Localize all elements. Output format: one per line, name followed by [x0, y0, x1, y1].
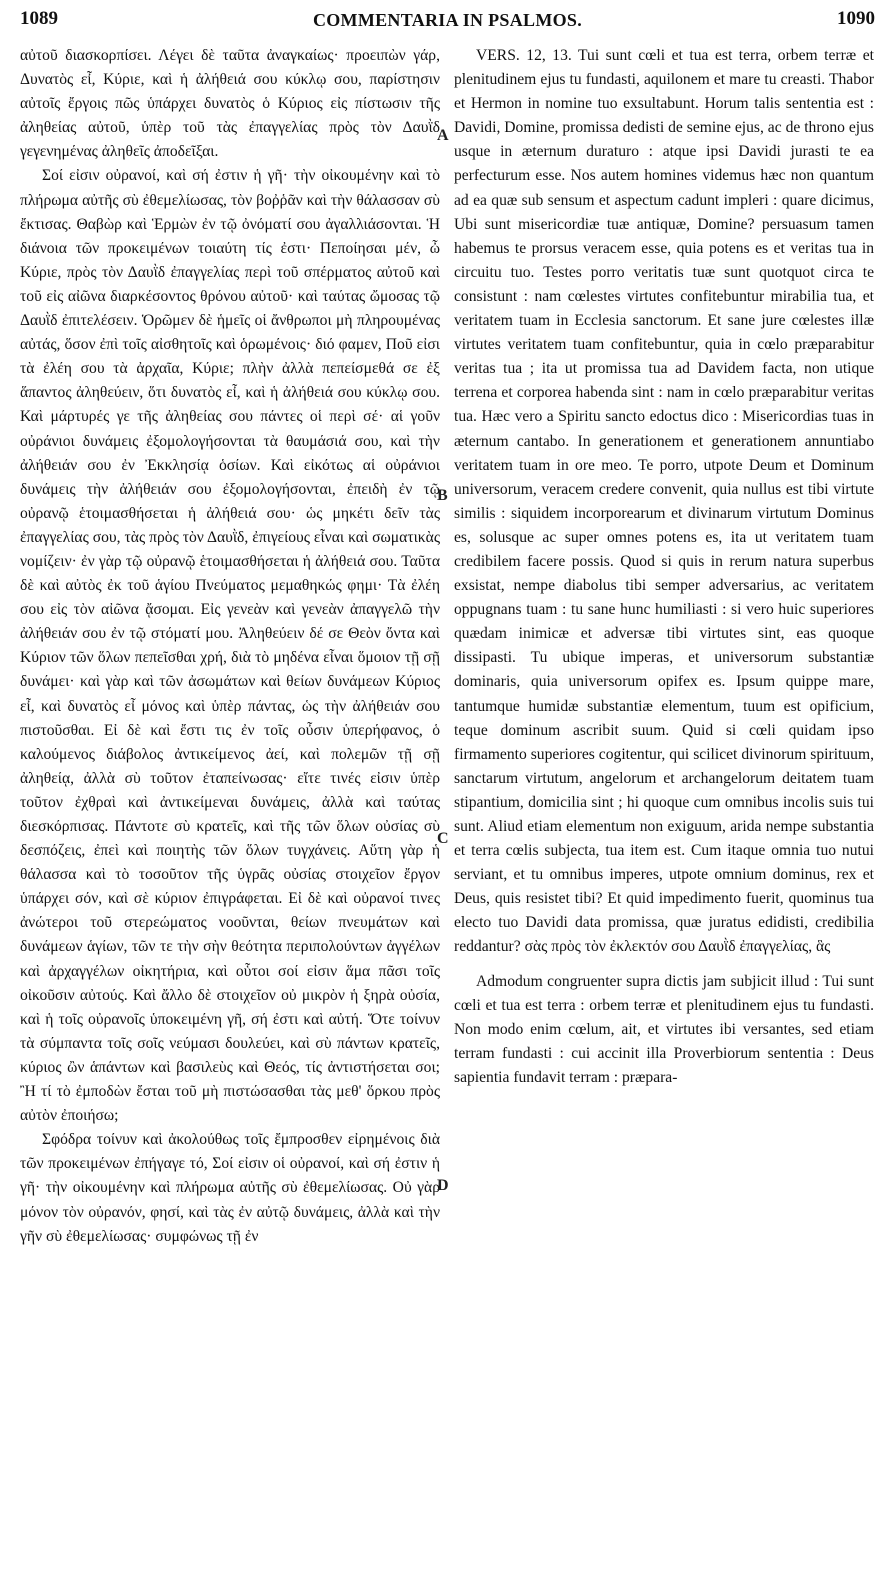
greek-paragraph: Σφόδρα τοίνυν καὶ ἀκολούθως τοῖς ἔμπροσθεν εἰρημένοις διὰ τῶν προκειμένων ἐπήγαγε τό, Σοί εἰσιν οἱ οὐρανοί, καὶ σή ἐστιν ἡ γῆ· τὴν οἰκουμένην καὶ πλήρωμα αὐτῆς σὺ ἐθεμελίωσας. Οὐ γὰρ μόνον τὸν οὐρανόν, φησί, καὶ τὰς ἐν αὐτῷ δυνάμεις, ἀλλὰ καὶ τὴν γῆν σὺ ἐθεμελίωσας· συμφώνως τῇ ἐν: [20, 1131, 440, 1245]
greek-paragraph: αὐτοῦ διασκορπίσει. Λέγει δὲ ταῦτα ἀναγκαίως· προειπὼν γάρ, Δυνατὸς εἶ, Κύριε, καὶ ἡ ἀλήθειά σου κύκλῳ σου, παρίστησιν αὐτοῖς ἔργοις πῶς ὑπάρχει δυνατὸς ὁ Κύριος εἰς πίστωσιν τῆς ἀληθείας αὐτοῦ, ὑπὲρ τοῦ τὰς ἐπαγγελίας πρὸς τὸν Δαυῒδ γεγενημένας ἀληθεῖς ἀποδεῖξαι.: [20, 47, 440, 161]
section-marker-d: D: [437, 1177, 449, 1194]
running-title: COMMENTARIA IN PSALMOS.: [312, 10, 583, 30]
section-marker-a: A: [437, 127, 449, 144]
page-number-left: 1089: [20, 8, 58, 29]
latin-paragraph: VERS. 12, 13. Tui sunt cœli et tua est terra, orbem terræ et plenitudinem ejus tu fundasti, aquilonem et mare tu creasti. Thabor et Hermon in nomine tuo exsultabunt. Horum talis sententia est : Davidi, Domine, promissa dedisti de semine ejus, ac de throno ejus usque in æternum duraturo : atque ipsi Davidi jurasti te ea perfecturum esse. Nos autem homines videmus hæc non quantum ad ea quæ sub sensum et aspectum cadunt impleri : quare dicimus, Ubi sunt misericordiæ tuæ antiquæ, Domine? persuasum tamen habemus te prorsus veracem esse, quia potens es et veritas tua in circuitu tuo. Testes porro veritatis tuæ sunt quotquot circa te consistunt : nam cœlestes virtutes confitebuntur mirabilia tua, et veritatem tuam in Ecclesia sanctorum. Et sane jure cœlestes illæ virtutes veritatem tuam confitebuntur, quia in cœlo præparabitur veritas tua ; ita ut promissa tua ad Davidem facta, non utique terrena et corporea habenda sint : nam in cœlo præparabitur veritas tua. Hæc vero a Spiritu sancto edoctus dico : Misericordias tuas in æternum cantabo. In generationem et generationem annuntiabo veritatem tuam in ore meo. Te porro, utpote Deum et Dominum universorum, veracem credere convenit, quia nullus est tibi virtute similis : siquidem incorporearum et divinarum virtutum Dominus es, solusque ac super omnes potens es, ita ut veritatem tuam credibilem facere possis. Quod si quis in rerum natura superbus exsistat, nempe diabolus tibi semper adversarius, ac veritatem oppugnans tuam : tu sane hunc humiliasti : si vero huic superiores quædam inimicæ et adversæ tibi virtutes sint, eas quoque dissipasti. Tu ubique imperas, et universorum substantiæ dominaris, quia universorum opifex es. Ipsum quippe mare, tantumque humidæ substantiæ elementum, tuum est opificium, teque dominum ascribit suum. Quid si cœli quidam ipso firmamento superiores cogitentur, qui scilicet divinorum spirituum, sanctarum virtutum, angelorum et archangelorum deitatem tuam stipantium, domicilia sint ; hi quoque cum omnibus incolis suis tui sunt. Aliud etiam elementum non exiguum, arida nempe substantia et terra cœlis subjecta, tua item est. Cum itaque omnia tuo nutui serviant, et tu omnibus imperes, utpote omnium dominus, rex et Deus, quis resistet tibi? Et quid impedimento fuerit, quominus tua electo tuo Davidi data promissa, quæ juratus edidisti, credibilia reddantur? σὰς πρὸς τὸν ἐκλεκτόν σου Δαυῒδ ἐπαγγελίας, ἃς: [454, 47, 874, 956]
section-marker-b: B: [437, 487, 448, 504]
running-header: [20, 8, 875, 36]
greek-column: [20, 44, 440, 1249]
page-number-right: 1090: [837, 8, 875, 29]
latin-column: [454, 44, 874, 1090]
latin-paragraph: Admodum congruenter supra dictis jam subjicit illud : Tui sunt cœli et tua est terra : orbem terræ et plenitudinem ejus tu fundasti. Non modo enim cœlum, ait, et virtutes ibi versantes, sed etiam terram fundasti : cui accinit illa Proverbiorum sententia : Deus sapientia fundavit terram : præpara-: [454, 972, 874, 1086]
greek-paragraph: Σοί εἰσιν οὐρανοί, καὶ σή ἐστιν ἡ γῆ· τὴν οἰκουμένην καὶ τὸ πλήρωμα αὐτῆς σὺ ἐθεμελίωσας, τὸν βοῤῥᾶν καὶ τὴν θάλασσαν σὺ ἔκτισας. Θαβὼρ καὶ Ἑρμὼν ἐν τῷ ὀνόματί σου ἀγαλλιάσονται. Ἡ διάνοια τῶν προκειμένων τοιαύτη τίς ἐστι· Πεποίησαι μέν, ὦ Κύριε, πρὸς τὸν Δαυῒδ ἐπαγγελίας περὶ τοῦ σπέρματος αὐτοῦ καὶ τοῦ εἰς αἰῶνα διαρκέσοντος θρόνου αὐτοῦ· καὶ ταύτας ὤμοσας τῷ Δαυῒδ ἐπιτελέσειν. Ὁρῶμεν δὲ ἡμεῖς οἱ ἄνθρωποι μὴ πληρουμένας αὐτάς, ὅσον ἐπὶ τοῖς αἰσθητοῖς καὶ ὁρωμένοις· διό φαμεν, Ποῦ εἰσι τὰ ἐλέη σου τὰ ἀρχαῖα, Κύριε; πλὴν ἀλλὰ πεπείσμεθά σε ἐξ ἅπαντος ἀληθεύειν, ὅτι δυνατὸς εἶ, καὶ ἡ ἀλήθειά σου κύκλῳ σου. Καὶ μάρτυρές γε τῆς ἀληθείας σου πάντες οἱ περὶ σέ· αἱ γοῦν οὐράνιοι δυνάμεις ἐξομολογήσονται τὰ θαυμάσιά σου, καὶ τὴν ἀλήθειάν σου ἐν Ἐκκλησίᾳ ὁσίων. Καὶ εἰκότως αἱ οὐράνιοι δυνάμεις τὴν ἀλήθειάν σου ἐξομολογήσονται, ἐπειδὴ ἐν τῷ οὐρανῷ ἑτοιμασθήσεται ἡ ἀλήθειά σου· ὡς μηκέτι δεῖν τὰς ἐπαγγελίας σου, τὰς πρὸς τὸν Δαυῒδ, ἐπιγείους εἶναι καὶ σωματικὰς νομίζειν· ἐν γὰρ τῷ οὐρανῷ ἑτοιμασθήσεται ἡ ἀλήθειά σου. Ταῦτα δὲ καὶ αὐτὸς ἐκ τοῦ ἁγίου Πνεύματος μεμαθηκώς φημι· Τὰ ἐλέη σου εἰς τὸν αἰῶνα ᾄσομαι. Εἰς γενεὰν καὶ γενεὰν ἀπαγγελῶ τὴν ἀλήθειάν σου ἐν τῷ στόματί μου. Ἀληθεύειν δέ σε Θεὸν ὄντα καὶ Κύριον τῶν ὅλων πεπεῖσθαι χρή, διὰ τὸ μηδένα εἶναι ὅμοιον τῇ σῇ δυνάμει· καὶ γὰρ καὶ τῶν ἀσωμάτων καὶ θείων δυνάμεων Κύριος εἶ, καὶ δυνατὸς εἶ μόνος καὶ ὑπὲρ πάντας, ὡς τὴν ἀλήθειάν σου πιστοῦσθαι. Εἰ δὲ καὶ ἔστι τις ἐν τοῖς οὖσιν ὑπερήφανος, ὁ καλούμενος διάβολος ἀντικείμενος ἀεί, καὶ πολεμῶν τῇ σῇ ἀληθείᾳ, ἀλλὰ σὺ τοῦτον ἐταπείνωσας· εἴτε τινές εἰσιν ὑπὲρ τοῦτον ἐχθραὶ καὶ ἀντικείμεναι δυνάμεις, ἀλλὰ καὶ ταύτας διεσκόρπισας. Πάντοτε σὺ κρατεῖς, καὶ τῆς τῶν ὅλων οὐσίας σὺ δεσπόζεις, ἐπεὶ καὶ ποιητὴς τῶν ὅλων τυγχάνεις. Αὕτη γὰρ ἡ θάλασσα καὶ τὸ τοσοῦτον τῆς ὑγρᾶς οὐσίας στοιχεῖον ἔργον ὑπάρχει σόν, καὶ σὲ κύριον ἐπιγράφεται. Εἰ δὲ καὶ οὐρανοί τινες ἀνώτεροι τοῦ στερεώματος νοοῦνται, θείων πνευμάτων καὶ δυνάμεων ἁγίων, τῶν τε τὴν σὴν θεότητα περιπολούντων ἀγγέλων καὶ ἀρχαγγέλων οἰκητήρια, καὶ οὗτοι σοί εἰσιν ἅμα πᾶσι τοῖς οἰκοῦσιν αὐτούς. Καὶ ἄλλο δὲ στοιχεῖον οὐ μικρὸν ἡ ξηρὰ οὐσία, καὶ ἡ τοῖς οὐρανοῖς ὑποκειμένη γῆ, σή ἐστι καὶ αὐτή. Ὅτε τοίνυν τὰ σύμπαντα τοῖς σοῖς νεύμασι δουλεύει, καὶ σὺ πάντων κρατεῖς, κύριος ὢν ἁπάντων καὶ βασιλεὺς καὶ Θεός, τίς ἀντιστήσεται σοι; Ἢ τί τὸ ἐμποδὼν ἔσται τοῦ μὴ πιστώσασθαι τὰς μεθ' ὅρκου πρὸς αὐτὸν ἐποιήσω;: [20, 167, 440, 1125]
section-marker-c: C: [437, 830, 449, 847]
